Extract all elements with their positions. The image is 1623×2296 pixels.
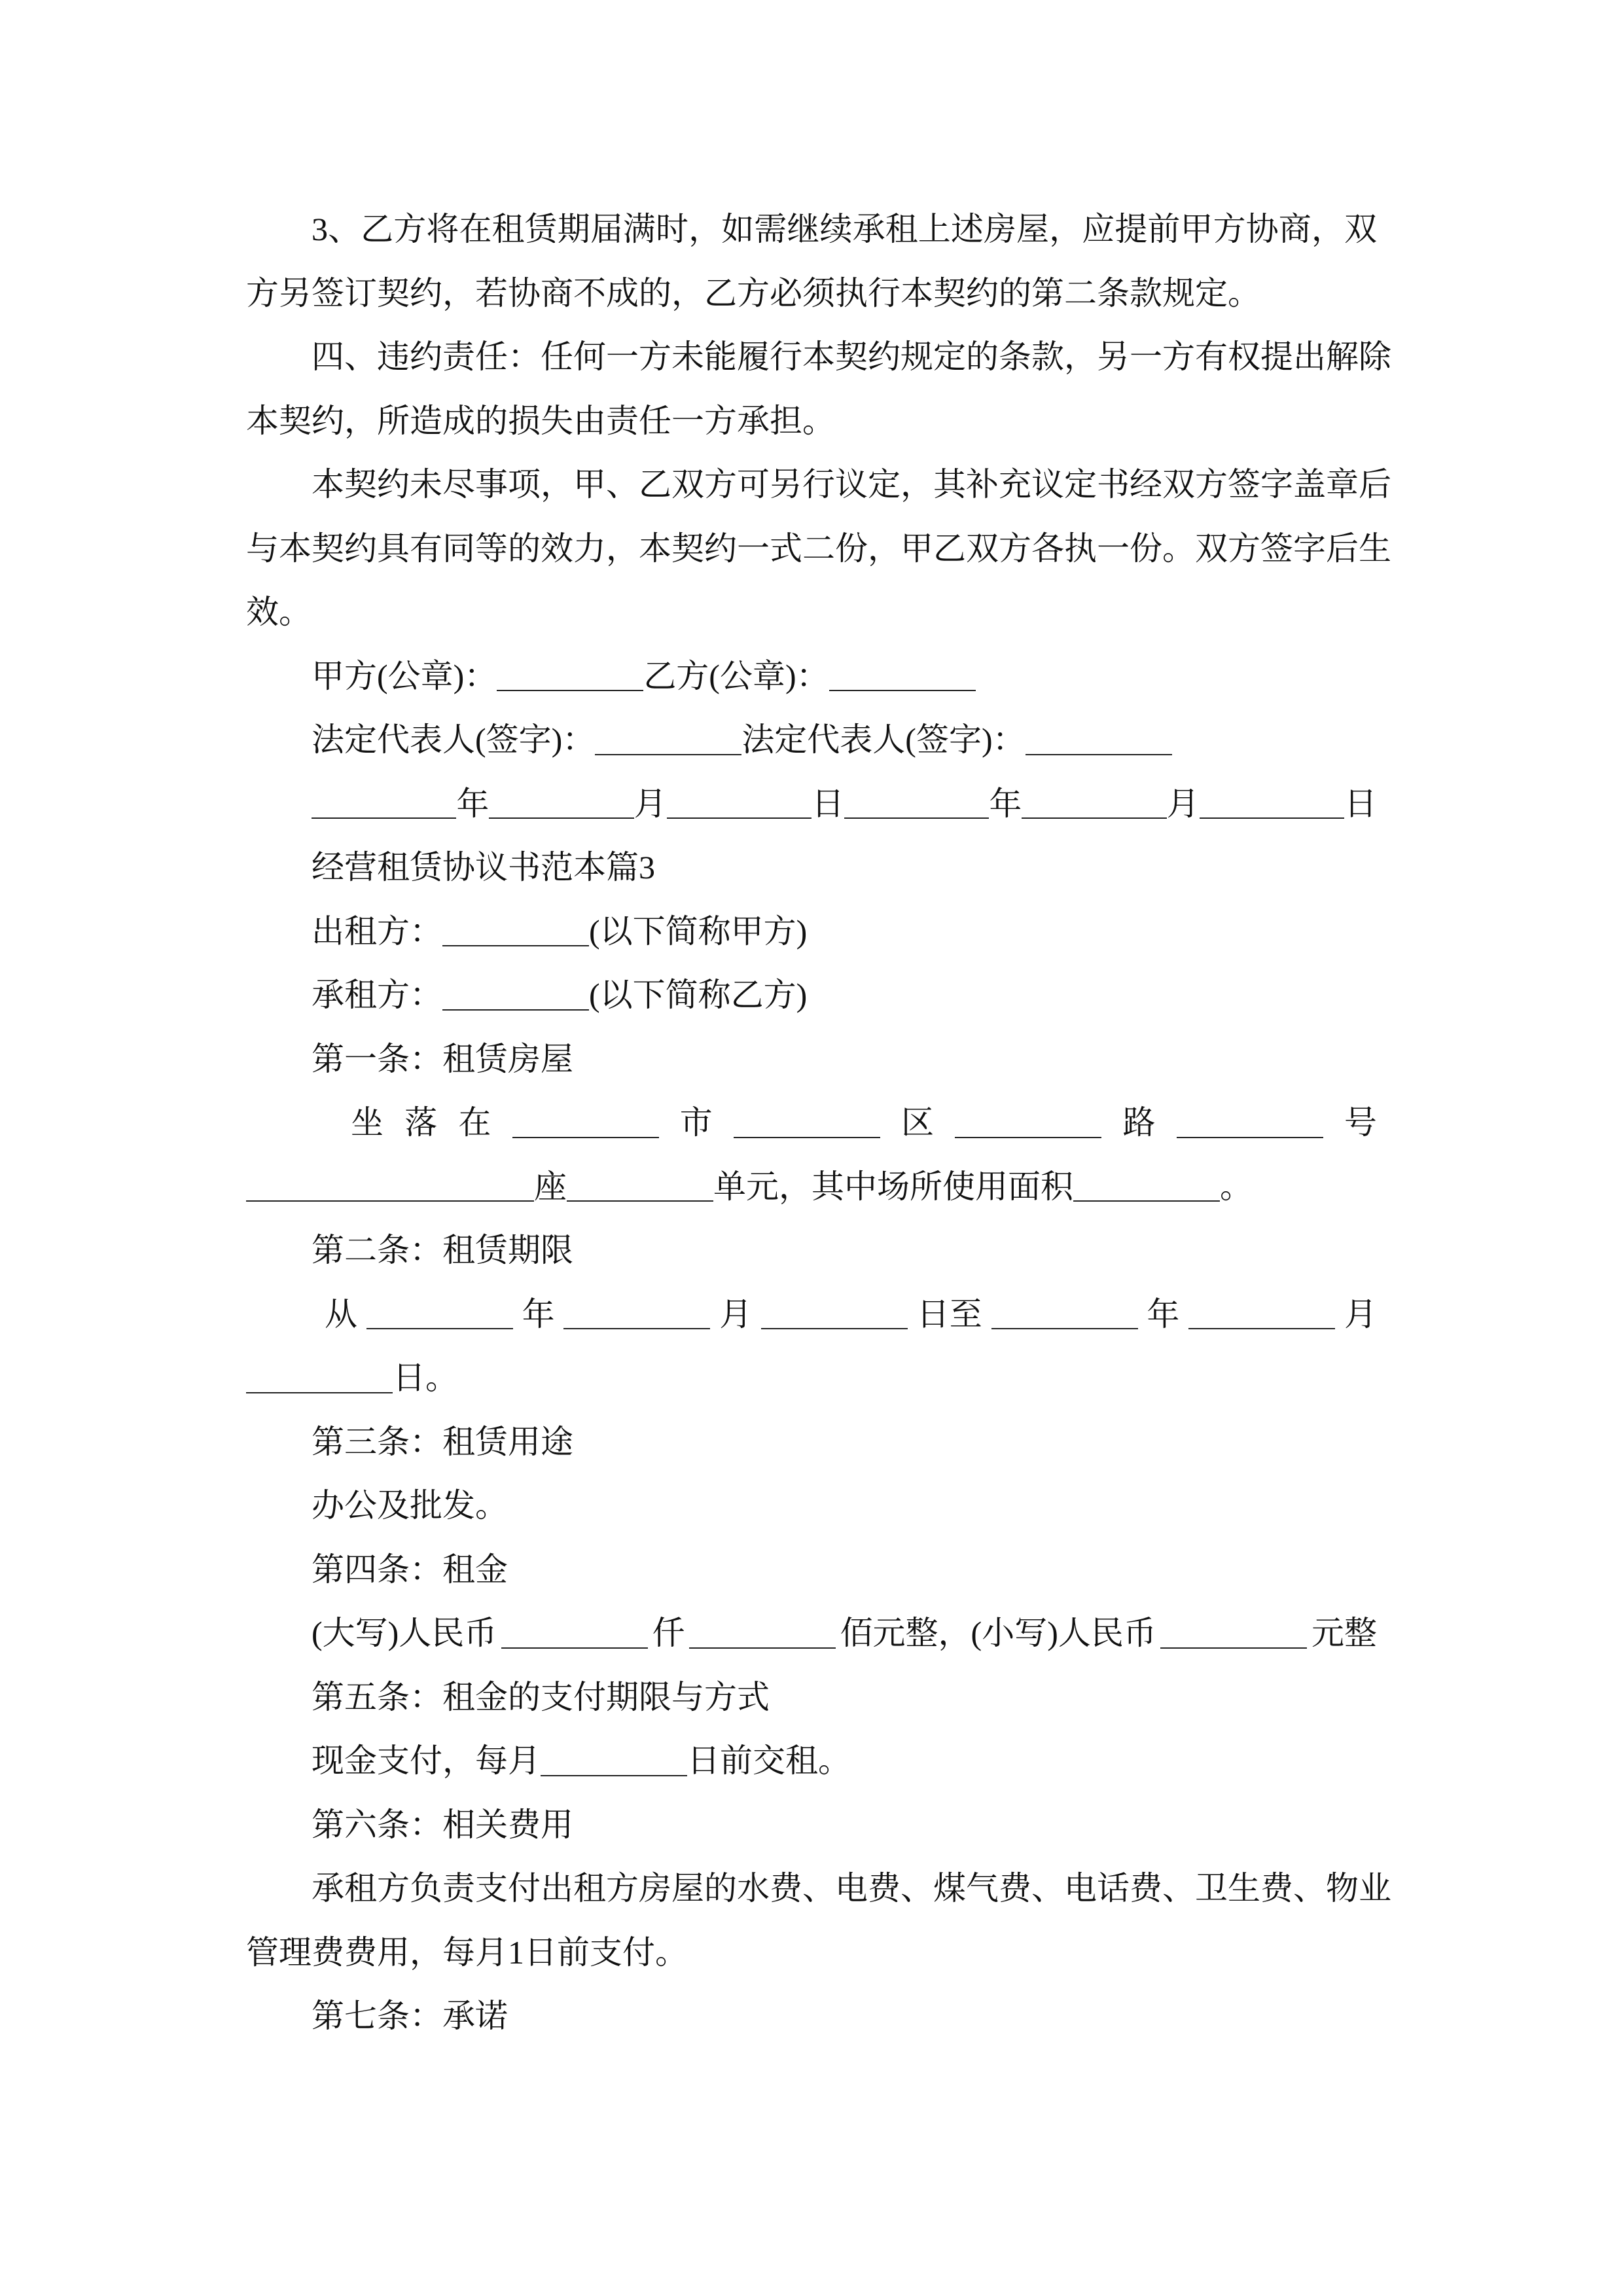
text-segment: 年 xyxy=(989,785,1022,822)
fill-in-blank xyxy=(1188,1295,1335,1329)
fill-in-blank xyxy=(1073,1168,1220,1202)
text-segment: 年 xyxy=(456,785,490,822)
fill-in-blank xyxy=(1177,1104,1323,1138)
text-segment: 现金支付，每月 xyxy=(312,1742,541,1779)
fill-in-blank xyxy=(689,1615,836,1649)
fill-in-blank xyxy=(489,785,633,819)
text-segment: 方另签订契约，若协商不成的，乙方必须执行本契约的第二条款规定。 xyxy=(246,274,1260,312)
text-segment: 本契约，所造成的损失由责任一方承担。 xyxy=(246,402,835,439)
text-line xyxy=(246,1538,1377,1602)
text-segment: 落 xyxy=(404,1104,438,1141)
text-line xyxy=(246,1028,1377,1092)
text-line xyxy=(246,581,1377,645)
text-segment: 座 xyxy=(534,1168,567,1205)
text-segment: 月 xyxy=(1344,1295,1377,1333)
fill-in-blank xyxy=(512,1104,659,1138)
text-segment: 从 xyxy=(325,1295,357,1333)
text-segment: 在 xyxy=(458,1104,491,1141)
text-line xyxy=(246,645,1377,709)
fill-in-blank xyxy=(761,1295,908,1329)
text-segment: 管理费费用，每月1日前支付。 xyxy=(246,1933,688,1971)
text-segment: 本契约未尽事项，甲、乙双方可另行议定，其补充议定书经双方签字盖章后 xyxy=(312,466,1391,503)
fill-in-blank xyxy=(246,1168,534,1202)
text-segment: 年 xyxy=(1147,1295,1180,1333)
text-segment: 法定代表人(签字)： xyxy=(312,721,596,758)
text-segment: 日至 xyxy=(916,1295,982,1333)
text-line xyxy=(246,1793,1377,1857)
fill-in-blank xyxy=(955,1104,1101,1138)
text-segment: 。 xyxy=(1220,1168,1253,1205)
fill-in-blank xyxy=(844,785,989,819)
text-line xyxy=(246,836,1377,900)
text-segment: 第二条：租赁期限 xyxy=(312,1232,573,1268)
text-line xyxy=(246,1091,1377,1155)
text-segment: 效。 xyxy=(246,594,312,630)
text-segment: 佰元整，(小写)人民币 xyxy=(840,1615,1156,1651)
text-segment: 第四条：租金 xyxy=(312,1551,508,1588)
fill-in-blank xyxy=(595,721,741,755)
text-line xyxy=(246,1283,1377,1347)
text-segment: 区 xyxy=(901,1104,935,1141)
text-segment: 元整 xyxy=(1311,1615,1377,1651)
text-segment: 与本契约具有同等的效力，本契约一式二份，甲乙双方各执一份。双方签字后生 xyxy=(246,529,1391,567)
fill-in-blank xyxy=(734,1104,880,1138)
text-segment: 月 xyxy=(719,1295,753,1333)
text-segment: 3、乙方将在租赁期届满时，如需继续承租上述房屋，应提前甲方协商，双 xyxy=(312,211,1377,247)
text-segment: 法定代表人(签字)： xyxy=(741,721,1026,758)
fill-in-blank xyxy=(1022,785,1166,819)
text-segment: 办公及批发。 xyxy=(312,1487,508,1524)
text-segment: 年 xyxy=(522,1295,555,1333)
document-page xyxy=(246,198,1391,2049)
text-line xyxy=(246,1984,1377,2049)
text-segment: 第六条：相关费用 xyxy=(312,1806,573,1843)
text-line xyxy=(246,325,1391,389)
text-segment: 第七条：承诺 xyxy=(312,1998,508,2034)
text-line xyxy=(246,1410,1377,1475)
text-line xyxy=(246,900,1377,964)
text-line xyxy=(246,1857,1391,1921)
text-segment: 路 xyxy=(1122,1104,1156,1141)
text-line xyxy=(246,1219,1377,1283)
fill-in-blank xyxy=(667,785,812,819)
text-segment: (以下简称甲方) xyxy=(589,912,808,950)
fill-in-blank xyxy=(1200,785,1344,819)
text-segment: 号 xyxy=(1344,1104,1377,1141)
text-segment: 日。 xyxy=(393,1359,458,1396)
text-line xyxy=(246,963,1377,1028)
text-segment: 第五条：租金的支付期限与方式 xyxy=(312,1678,770,1715)
fill-in-blank xyxy=(991,1295,1138,1329)
text-segment: 仟 xyxy=(652,1615,685,1651)
fill-in-blank xyxy=(497,657,643,691)
fill-in-blank xyxy=(442,977,589,1011)
text-line xyxy=(246,1346,1377,1410)
text-segment: 出租方： xyxy=(312,912,442,950)
text-line xyxy=(246,1921,1377,1985)
text-line xyxy=(246,389,1377,454)
text-segment: 日 xyxy=(811,785,844,822)
text-segment: 经营租赁协议书范本篇3 xyxy=(312,849,655,886)
fill-in-blank xyxy=(1160,1615,1307,1649)
text-segment: 市 xyxy=(679,1104,713,1141)
fill-in-blank xyxy=(442,912,589,946)
text-segment: 第一条：租赁房屋 xyxy=(312,1040,573,1077)
text-segment: 第三条：租赁用途 xyxy=(312,1423,573,1460)
fill-in-blank xyxy=(829,657,976,691)
text-segment: 日 xyxy=(1344,785,1377,822)
text-segment: 坐 xyxy=(351,1104,383,1141)
text-segment: 乙方(公章)： xyxy=(643,657,829,694)
fill-in-blank xyxy=(246,1359,393,1393)
text-line xyxy=(246,262,1377,326)
text-segment: (以下简称乙方) xyxy=(589,977,808,1013)
fill-in-blank xyxy=(1026,721,1172,755)
fill-in-blank xyxy=(312,785,456,819)
text-line xyxy=(246,453,1391,517)
fill-in-blank xyxy=(541,1742,687,1776)
text-segment: 四、违约责任：任何一方未能履行本契约规定的条款，另一方有权提出解除 xyxy=(312,338,1391,375)
text-line xyxy=(246,517,1391,581)
text-line xyxy=(246,1602,1377,1666)
text-line xyxy=(246,772,1377,836)
fill-in-blank xyxy=(567,1168,713,1202)
fill-in-blank xyxy=(501,1615,648,1649)
text-segment: 月 xyxy=(633,785,667,822)
fill-in-blank xyxy=(366,1295,513,1329)
text-line xyxy=(246,1666,1377,1730)
text-segment: 承租方负责支付出租方房屋的水费、电费、煤气费、电话费、卫生费、物业 xyxy=(312,1870,1391,1907)
text-segment: 甲方(公章)： xyxy=(312,657,497,694)
text-segment: 单元，其中场所使用面积 xyxy=(713,1168,1073,1205)
text-segment: 承租方： xyxy=(312,977,442,1013)
text-line xyxy=(246,198,1377,262)
text-segment: (大写)人民币 xyxy=(312,1615,497,1651)
fill-in-blank xyxy=(563,1295,710,1329)
text-segment: 日前交租。 xyxy=(687,1742,851,1779)
text-line xyxy=(246,1729,1377,1793)
text-line xyxy=(246,1474,1377,1538)
text-line xyxy=(246,1155,1377,1219)
text-line xyxy=(246,708,1377,772)
text-segment: 月 xyxy=(1166,785,1200,822)
